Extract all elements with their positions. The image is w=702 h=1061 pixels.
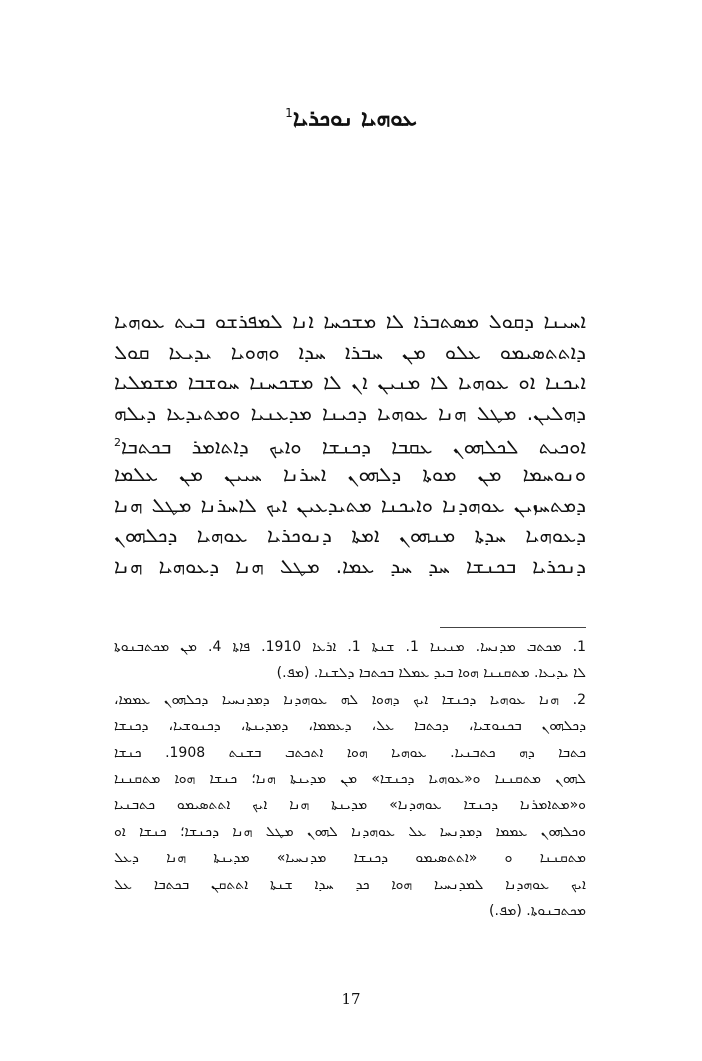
footnote-line: ܕܟܠܗܘܢ ܒܟܢܘܫܝܐ، ܕܟܬܒܐ ܥܠ، ܕܥܡܡܐ، ܕܡܕܝܢܬܐ، ܕܟܢܘܫܝܐ، ܕܟܢܫܐ — [114, 718, 586, 735]
body-line-with-mark — [114, 428, 586, 459]
footnote-line: ܘ«ܡܬܐܡܪܢܐ ܕܟܢܫܐ ܥܘܗܕܢܐ» ܡܕܝܢܬܐ ܗܢܐ ܐܝܟ ܐܬܬܣܝܡܘ ܟܬܒܢܝܐ — [114, 797, 586, 814]
footnote-line: ܠܗܘܢ ܡܬܩܢܢܐ ܘ«ܥܘܗܝܐ ܕܟܢܫܐ» ܡܢ ܡܕܝܢܬܐ ܗܢܐ؛ ܟܢܫܐ ܗܘܐ ܡܬܩܢܢܐ — [114, 770, 586, 787]
body-line: ܕܢܟܪܝܐ ܒܟܢܫܐ ܚܕ ܚܕ ܥܡܐ. ܡܛܠ ܗܢܐ ܕܥܘܗܝܐ ܗܢܐ — [114, 553, 586, 578]
body-line: ܐܝܟܢܐ ܐܘ ܥܘܗܝܐ ܠܐ ܡܢܝܢ ܐܢ ܠܐ ܡܫܟܚܢܐ ܚܘܫܒܐ ܡܫܡܠܝܐ — [114, 370, 586, 395]
body-line: ܘܢܘܚܡܐ ܡܢ ܡܘܬܐ ܕܠܗܘܢ ܐܚܪܢܐ ܚܝܝܢ ܡܢ ܥܠܡܐ — [114, 461, 586, 486]
body-line-text: ܐܘܟܝܬ ܠܟܠܗܘܢ ܥܩܒܐ ܕܟܢܫܐ ܘܐܝܟ ܕܐܬܐܡܪ ܒܟܬܒܐ — [121, 435, 586, 459]
footnote-line: ܐܝܟ ܥܘܗܕܢܐ ܠܡܕܢܚܝܐ ܗܘܐ ܟܕ ܚܕܐ ܫܢܬܐ ܐܬܬܩܢ ܒܟܬܒܐ ܥܠ — [114, 876, 586, 893]
main-text — [114, 306, 586, 581]
footnote-line: ܡܬܩܢܢܐ ܘ «ܐܬܬܣܝܡܘ ܕܟܢܫܐ ܡܕܢܚܝܐ» ܡܕܝܢܬܐ ܗܢܐ ܕܥܠ — [114, 850, 586, 867]
body-line: ܐܚܝܢܐ ܕܩܘܠ ܡܣܬܒܪܐ ܠܐ ܡܫܟܚܐ ܐܢܐ ܠܡܦܪܫܘ ܒܝܬ ܥܘܗܝܐ — [114, 309, 586, 333]
body-footnote-mark: 2 — [114, 436, 121, 450]
title-footnote-mark: 1 — [285, 106, 293, 120]
footnote-line: ܠܐ ܝܕܝܥܐ. ܡܬܩܢܢܐ ܗܘܐ ܒܝܕ ܥܡܠܐ ܒܟܬܒܐ ܕܠܫܢܐ. (ܡܦ.) — [276, 665, 586, 682]
footnote-line: 1. ܡܟܬܒ ܡܕܢܚܐ. ܡܢܝܢܐ 1. ܫܢܬܐ 1. ܐܪܥܐ 1910. ܦܐܬܐ 4. ܡܢ ܡܟܬܒܢܘܬܐ — [114, 639, 586, 655]
footnote-line: ܡܟܬܒܢܘܬܐ. (ܡܦ.) — [489, 902, 586, 919]
title-text: ܥܘܗܝܐ ܢܘܟܪܝܐ — [292, 106, 417, 132]
page-title — [0, 98, 702, 134]
body-line: ܕܐܬܬܣܝܡܘ ܥܠܘ ܡܢ ܚܒܪܐ ܚܕܐ ܘܗܘܝܐ ܝܕܝܥܐ ܩܘܠ — [114, 339, 586, 364]
page-number: 17 — [341, 990, 361, 1008]
footnote-line: ܘܟܠܗܘܢ ܥܡܡܐ ܕܡܕܢܚܐ ܥܠ ܥܘܗܕܢܐ ܠܗܘܢ ܡܛܠ ܗܢܐ ܕܟܢܫܐ؛ ܟܢܫܐ ܐܘ — [114, 823, 586, 840]
body-line: ܕܥܘܗܝܐ ܚܕܬܐ ܡܢܗܘܢ ܐܡܬܐ ܕܢܘܟܪܝܐ ܥܘܗܝܐ ܕܟܠܗܘܢ — [114, 523, 586, 548]
body-line: ܕܡܬܚܙܝܢ ܥܘܗܕܢܐ ܘܐܝܟܢܐ ܡܬܝܕܥܝܢ ܐܝܟ ܠܐܚܪܢܐ ܡܛܠ ܗܢܐ — [114, 492, 586, 517]
footnotes — [114, 634, 586, 924]
footnote-divider — [440, 627, 586, 628]
body-line: ܕܗܠܝܢ. ܡܛܠ ܗܢܐ ܥܘܗܝܐ ܕܟܝܢܐ ܡܕܥܢܝܐ ܘܡܬܝܕܥܐ ܕܝܠܗ — [114, 400, 586, 425]
footnote-line: 2. ܗܢܐ ܥܘܗܝܐ ܕܟܢܫܐ ܐܝܟ ܕܗܘܐ ܠܗ ܥܘܗܕܢܐ ܕܡܕܢܚܝܐ ܕܟܠܗܘܢ ܥܡܡܐ، — [114, 691, 586, 708]
footnote-line: ܟܬܒܐ ܕܗ ܟܬܒܢܝܐ. ܥܘܗܝܐ ܗܘܐ ܐܬܟܬܒ ܒܫܢܬ 1908. ܟܢܫܐ — [114, 744, 586, 761]
